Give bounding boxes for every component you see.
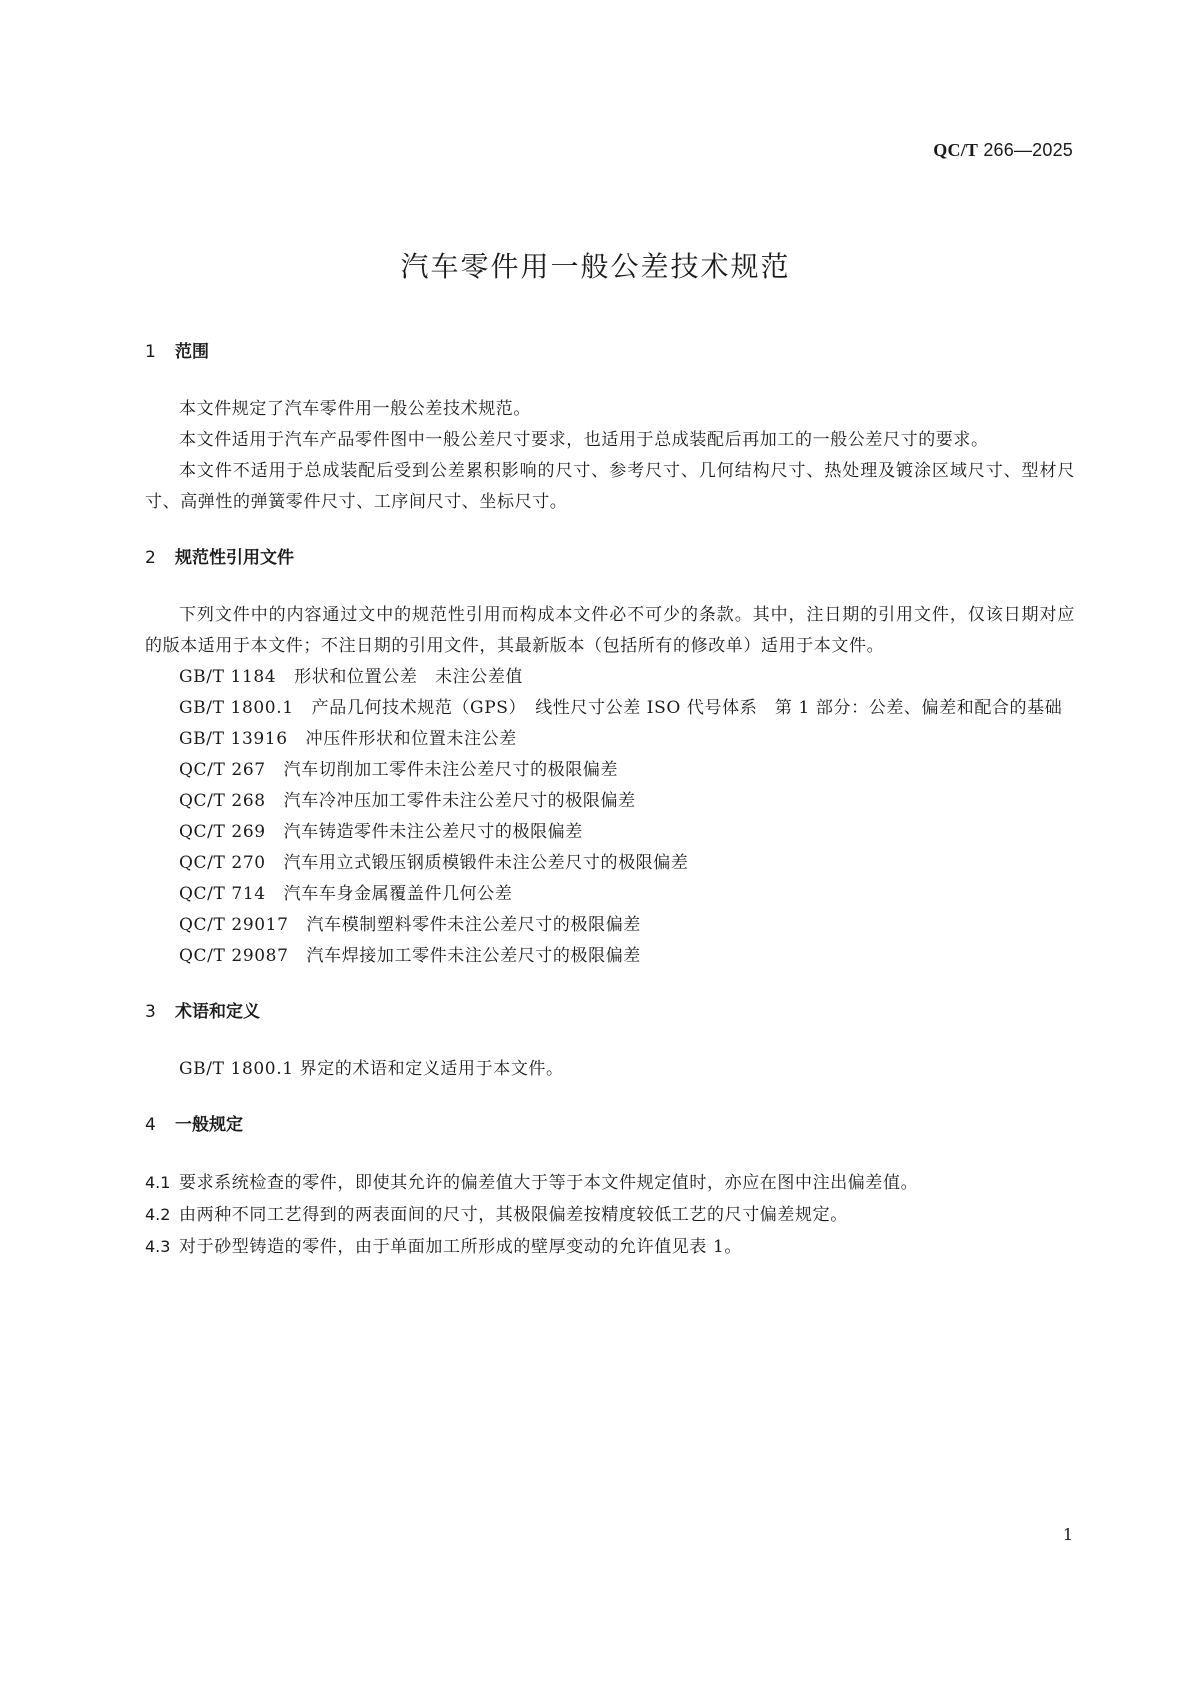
section-4-heading [145,1113,1075,1137]
reference-item [145,693,1075,724]
section-1-title: 范围 [175,342,209,362]
reference-title: 汽车切削加工零件未注公差尺寸的极限偏差 [283,760,619,780]
reference-title: 汽车车身金属覆盖件几何公差 [283,884,513,904]
section-3-number: 3 [145,1002,156,1022]
section-1-number: 1 [145,342,156,362]
section-4-number: 4 [145,1115,156,1135]
reference-code: GB/T 1184 [179,667,277,687]
section-2-intro: 下列文件中的内容通过文中的规范性引用而构成本文件必不可少的条款。其中，注日期的引用文件，仅该日期对应的版本适用于本文件；不注日期的引用文件，其最新版本（包括所有的修改单）适用于本文件。 [145,605,1075,656]
reference-item [145,786,1075,817]
reference-title: 汽车模制塑料零件未注公差尺寸的极限偏差 [306,915,641,935]
standard-code [933,140,1073,161]
standard-number: 266—2025 [983,140,1073,160]
reference-title: 汽车用立式锻压钢质模锻件未注公差尺寸的极限偏差 [283,853,689,873]
clause-number: 4.2 [145,1205,171,1224]
clause-item [145,1167,1075,1199]
section-3-title: 术语和定义 [175,1002,260,1022]
reference-item [145,848,1075,879]
reference-item [145,879,1075,910]
reference-title: 汽车焊接加工零件未注公差尺寸的极限偏差 [306,946,641,966]
clause-item [145,1231,1075,1263]
document-title: 汽车零件用一般公差技术规范 [400,250,791,283]
reference-title: 汽车铸造零件未注公差尺寸的极限偏差 [283,822,583,842]
section-2-title: 规范性引用文件 [175,548,294,568]
section-2-number: 2 [145,548,156,568]
reference-item [145,662,1075,693]
reference-code: GB/T 1800.1 [179,698,294,718]
reference-item [145,724,1075,755]
reference-code: QC/T 269 [179,822,266,842]
section-1-paragraph-2: 本文件适用于汽车产品零件图中一般公差尺寸要求，也适用于总成装配后再加工的一般公差尺寸的要求。 [179,430,989,450]
reference-title: 产品几何技术规范（GPS） 线性尺寸公差 ISO 代号体系 第 1 部分：公差、偏差和配合的基础 [311,698,1063,718]
reference-title: 汽车冷冲压加工零件未注公差尺寸的极限偏差 [283,791,636,811]
reference-code: QC/T 29087 [179,946,289,966]
clause-number: 4.1 [145,1173,171,1192]
section-2-heading [145,546,1075,570]
reference-item [145,910,1075,941]
reference-code: QC/T 714 [179,884,266,904]
section-1-heading [145,340,1075,364]
reference-title: 形状和位置公差 未注公差值 [294,667,524,687]
clause-text: 对于砂型铸造的零件，由于单面加工所形成的壁厚变动的允许值见表 1。 [179,1237,743,1257]
reference-code: QC/T 29017 [179,915,289,935]
document-body [145,340,1075,1263]
clause-text: 要求系统检查的零件，即使其允许的偏差值大于等于本文件规定值时，亦应在图中注出偏差值。 [179,1173,919,1193]
reference-title: 冲压件形状和位置未注公差 [305,729,517,749]
page-number: 1 [1062,1525,1073,1544]
clause-number: 4.3 [145,1237,171,1256]
reference-item [145,941,1075,972]
section-4-title: 一般规定 [175,1115,243,1135]
reference-item [145,817,1075,848]
reference-code: GB/T 13916 [179,729,288,749]
section-1-paragraph-3: 本文件不适用于总成装配后受到公差累积影响的尺寸、参考尺寸、几何结构尺寸、热处理及镀涂区域尺寸、型材尺寸、高弹性的弹簧零件尺寸、工序间尺寸、坐标尺寸。 [145,461,1075,512]
section-1-paragraph-1: 本文件规定了汽车零件用一般公差技术规范。 [179,399,531,419]
clause-text: 由两种不同工艺得到的两表面间的尺寸，其极限偏差按精度较低工艺的尺寸偏差规定。 [179,1205,848,1225]
reference-code: QC/T 270 [179,853,266,873]
reference-code: QC/T 267 [179,760,266,780]
clause-item [145,1199,1075,1231]
standard-prefix: QC/T [933,140,979,160]
section-3-heading [145,1000,1075,1024]
reference-item [145,755,1075,786]
section-3-text: GB/T 1800.1 界定的术语和定义适用于本文件。 [179,1059,564,1079]
reference-code: QC/T 268 [179,791,266,811]
